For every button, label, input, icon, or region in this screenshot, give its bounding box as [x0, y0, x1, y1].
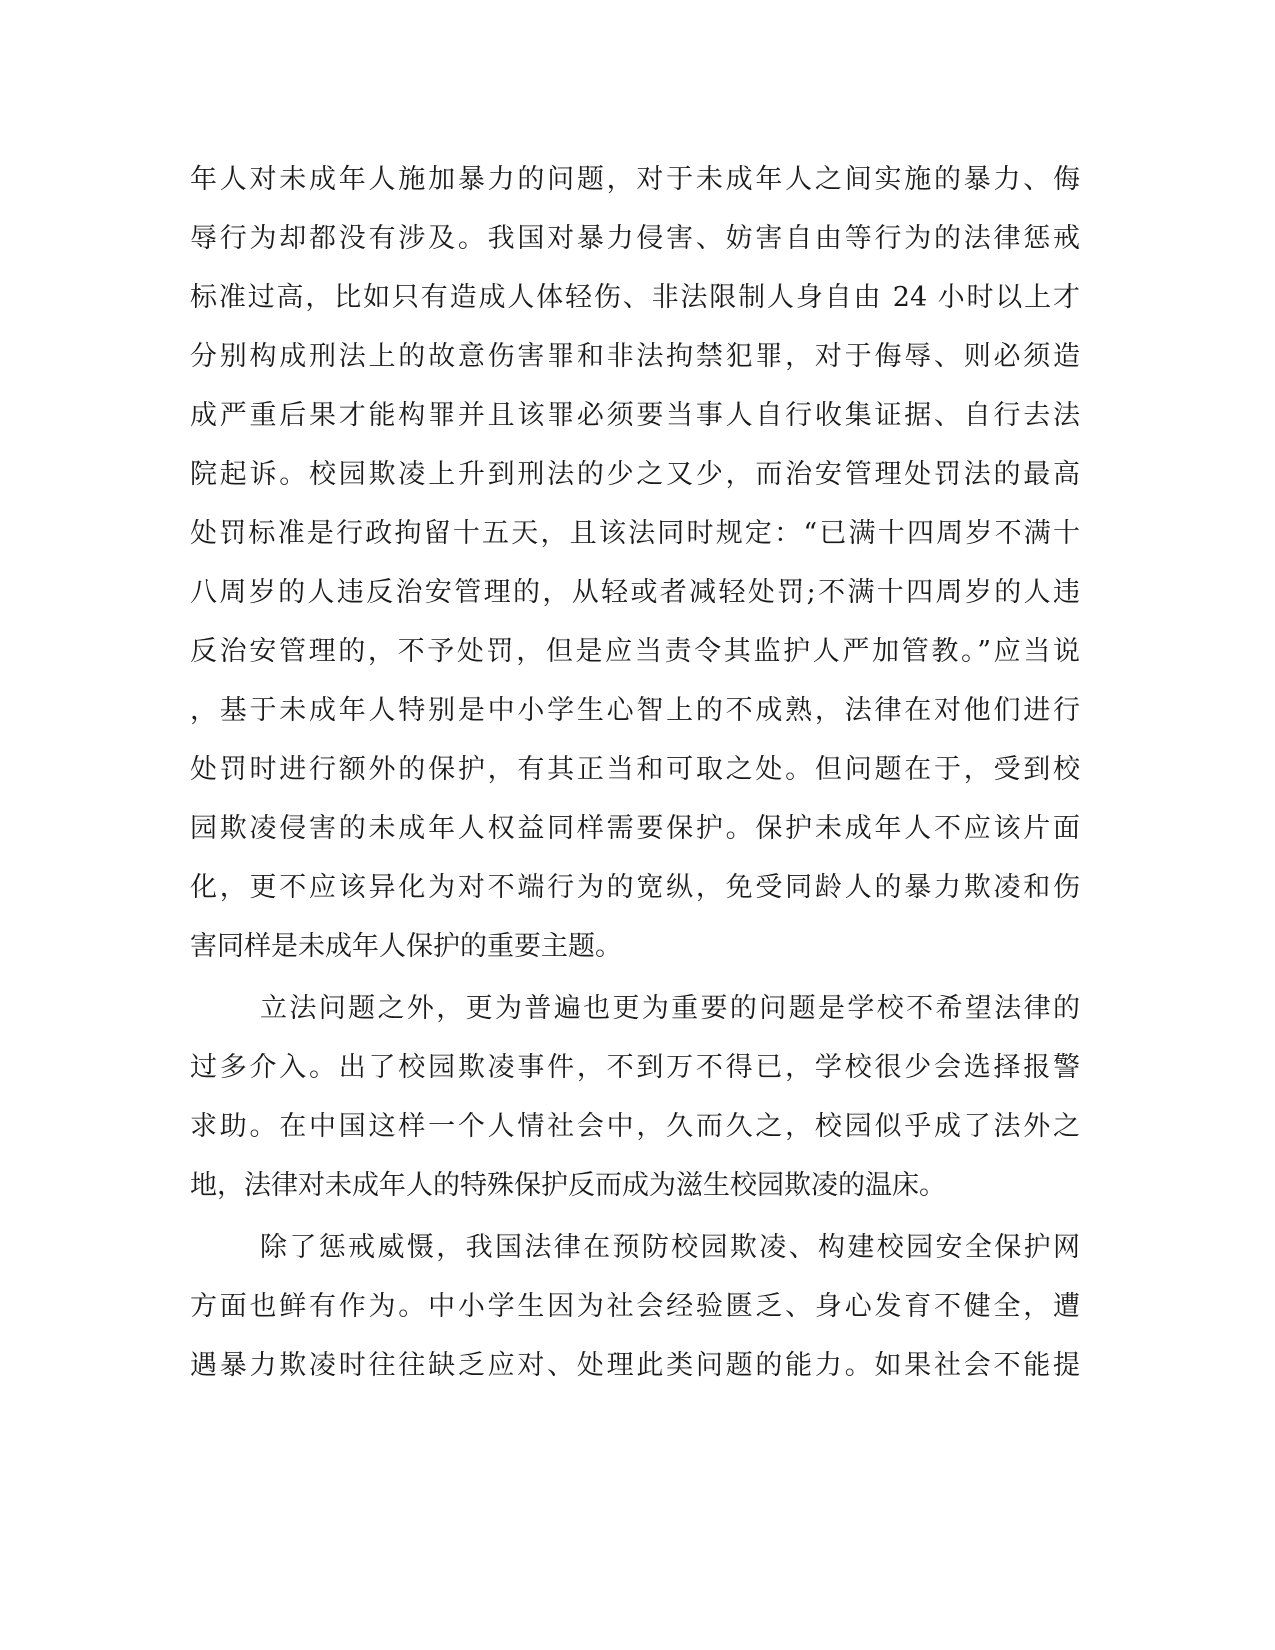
- text-line: 园欺凌侵害的未成年人权益同样需要保护。保护未成年人不应该片面: [190, 813, 1080, 844]
- text-line: 过多介入。出了校园欺凌事件，不到万不得已，学校很少会选择报警: [190, 1052, 1080, 1083]
- text-line: 害同样是未成年人保护的重要主题。: [190, 931, 622, 962]
- text-line: 反治安管理的，不予处罚，但是应当责令其监护人严加管教。”应当说: [190, 636, 1080, 667]
- text-line: 处罚标准是行政拘留十五天，且该法同时规定：“已满十四周岁不满十: [190, 518, 1080, 549]
- text-line: ，基于未成年人特别是中小学生心智上的不成熟，法律在对他们进行: [190, 695, 1080, 726]
- text-line: 遇暴力欺凌时往往缺乏应对、处理此类问题的能力。如果社会不能提: [190, 1350, 1080, 1381]
- paragraph-first-line: 除了惩戒威慑，我国法律在预防校园欺凌、构建校园安全保护网: [260, 1232, 1080, 1263]
- text-line: 分别构成刑法上的故意伤害罪和非法拘禁犯罪，对于侮辱、则必须造: [190, 341, 1080, 372]
- text-line: 年人对未成年人施加暴力的问题，对于未成年人之间实施的暴力、侮: [190, 164, 1080, 195]
- text-line: 成严重后果才能构罪并且该罪必须要当事人自行收集证据、自行去法: [190, 400, 1080, 431]
- text-line: 处罚时进行额外的保护，有其正当和可取之处。但问题在于，受到校: [190, 754, 1080, 785]
- text-line: 地，法律对未成年人的特殊保护反而成为滋生校园欺凌的温床。: [190, 1170, 946, 1201]
- text-line: 方面也鲜有作为。中小学生因为社会经验匮乏、身心发育不健全，遭: [190, 1291, 1080, 1322]
- text-line: 化，更不应该异化为对不端行为的宽纵，免受同龄人的暴力欺凌和伤: [190, 872, 1080, 903]
- text-line: 八周岁的人违反治安管理的，从轻或者减轻处罚;不满十四周岁的人违: [190, 577, 1080, 608]
- text-line: 标准过高，比如只有造成人体轻伤、非法限制人身自由 24 小时以上才: [190, 282, 1080, 313]
- text-line: 院起诉。校园欺凌上升到刑法的少之又少，而治安管理处罚法的最高: [190, 459, 1080, 490]
- text-line: 求助。在中国这样一个人情社会中，久而久之，校园似乎成了法外之: [190, 1111, 1080, 1142]
- text-line: 辱行为却都没有涉及。我国对暴力侵害、妨害自由等行为的法律惩戒: [190, 223, 1080, 254]
- paragraph-first-line: 立法问题之外，更为普遍也更为重要的问题是学校不希望法律的: [260, 993, 1080, 1024]
